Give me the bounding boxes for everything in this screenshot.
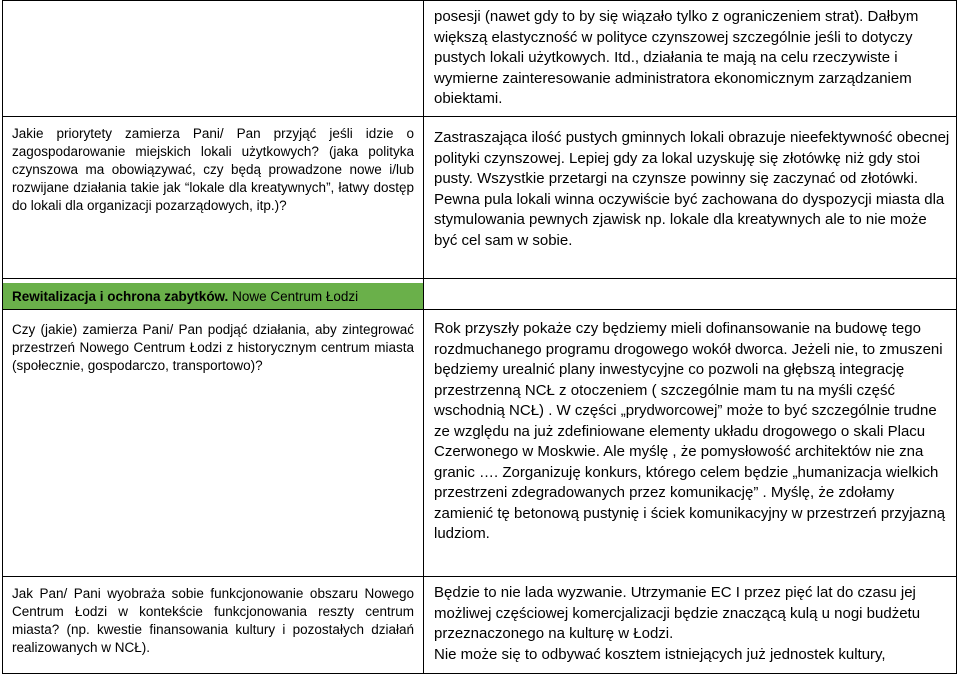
answer-paragraph: Nie może się to odbywać kosztem istniejących już jednostek kultury, <box>434 645 886 663</box>
question-text: Czy (jakie) zamierza Pani/ Pan podjąć działania, aby zintegrować przestrzeń Nowego Centrum Łodzi z historycznym centrum miasta (społecznie, gospodarczo, transportowo)? <box>12 322 414 373</box>
question-cell <box>12 321 414 375</box>
section-title-bold: Rewitalizacja i ochrona zabytków. <box>12 289 229 304</box>
question-cell <box>12 125 414 215</box>
question-text: Jak Pan/ Pani wyobraża sobie funkcjonowanie obszaru Nowego Centrum Łodzi w kontekście funkcjonowania reszty centrum miasta? (np. kwestie finansowania kultury i pozostałych działań realizowanych w NCŁ). <box>12 586 414 655</box>
answer-paragraph: Pewna pula lokali winna oczywiście być zachowana do dyspozycji miasta dla stymulowania pewnych zjawisk np. lokale dla kreatywnych ale to nie może być cel sam w sobie. <box>434 190 945 249</box>
section-header <box>3 283 423 309</box>
answer-text: posesji (nawet gdy to by się wiązało tylko z ograniczeniem strat). Dałbym większą elastyczność w polityce czynszowej szczególnie jeśli to dotyczy pustych lokali użytkowych. Itd., działania te mają na celu rzeczywiste i wymierne zainteresowanie administratora ekonomicznym zarządzaniem obiektami. <box>434 8 919 107</box>
answer-cell <box>434 128 952 251</box>
answer-paragraph: Będzie to nie lada wyzwanie. Utrzymanie EC I przez pięć lat do czasu jej możliwej częściowej komercjalizacji będzie znaczącą kulą u nogi budżetu przeznaczonego na kulturę w Łodzi. <box>434 584 921 642</box>
question-cell <box>12 585 414 657</box>
section-title-rest: Nowe Centrum Łodzi <box>228 289 359 304</box>
document-table <box>2 0 957 674</box>
answer-cell <box>434 319 952 545</box>
answer-paragraph: Zastraszająca ilość pustych gminnych lokali obrazuje nieefektywność obecnej polityki czynszowej. Lepiej gdy za lokal uzyskuję się złotówkę niż gdy stoi pusty. Wszystkie przetargi na czynsze powinny się zaczynać od złotówki. <box>434 129 950 187</box>
question-text: Jakie priorytety zamierza Pani/ Pan przyjąć jeśli idzie o zagospodarowanie miejskich lokali użytkowych? (jaka polityka czynszowa ma obowiązywać, czy będą prowadzone nowe i/lub rozwijane działania takie jak “lokale dla kreatywnych”, łatwy dostęp do lokali dla organizacji pozarządowych, itp.)? <box>12 126 414 213</box>
answer-cell-continued <box>434 7 952 110</box>
answer-cell <box>434 583 952 665</box>
answer-text: Rok przyszły pokaże czy będziemy mieli dofinansowanie na budowę tego rozdmuchanego programu drogowego wokół dworca. Jeżeli nie, to zmuszeni będziemy urealnić plany inwestycyjne co pozwoli na głębszą integrację przestrzenną NCŁ z otoczeniem ( szczególnie mam tu na myśli część wschodnią NCŁ) . W części „prydworcowej” może to być szczególnie trudne ze względu na już zdefiniowane elementy układu drogowego o skali Placu Czerwonego w Moskwie. Ale myślę , że pomysłowość architektów nie zna granic …. Zorganizuję konkurs, którego celem będzie „humanizacja wielkich przestrzeni zdegradowanych przez komunikację” . Myślę, że zdołamy zamienić tę betonową pustynię i ściek komunikacyjny w przestrzeń przyjazną ludziom. <box>434 320 946 542</box>
